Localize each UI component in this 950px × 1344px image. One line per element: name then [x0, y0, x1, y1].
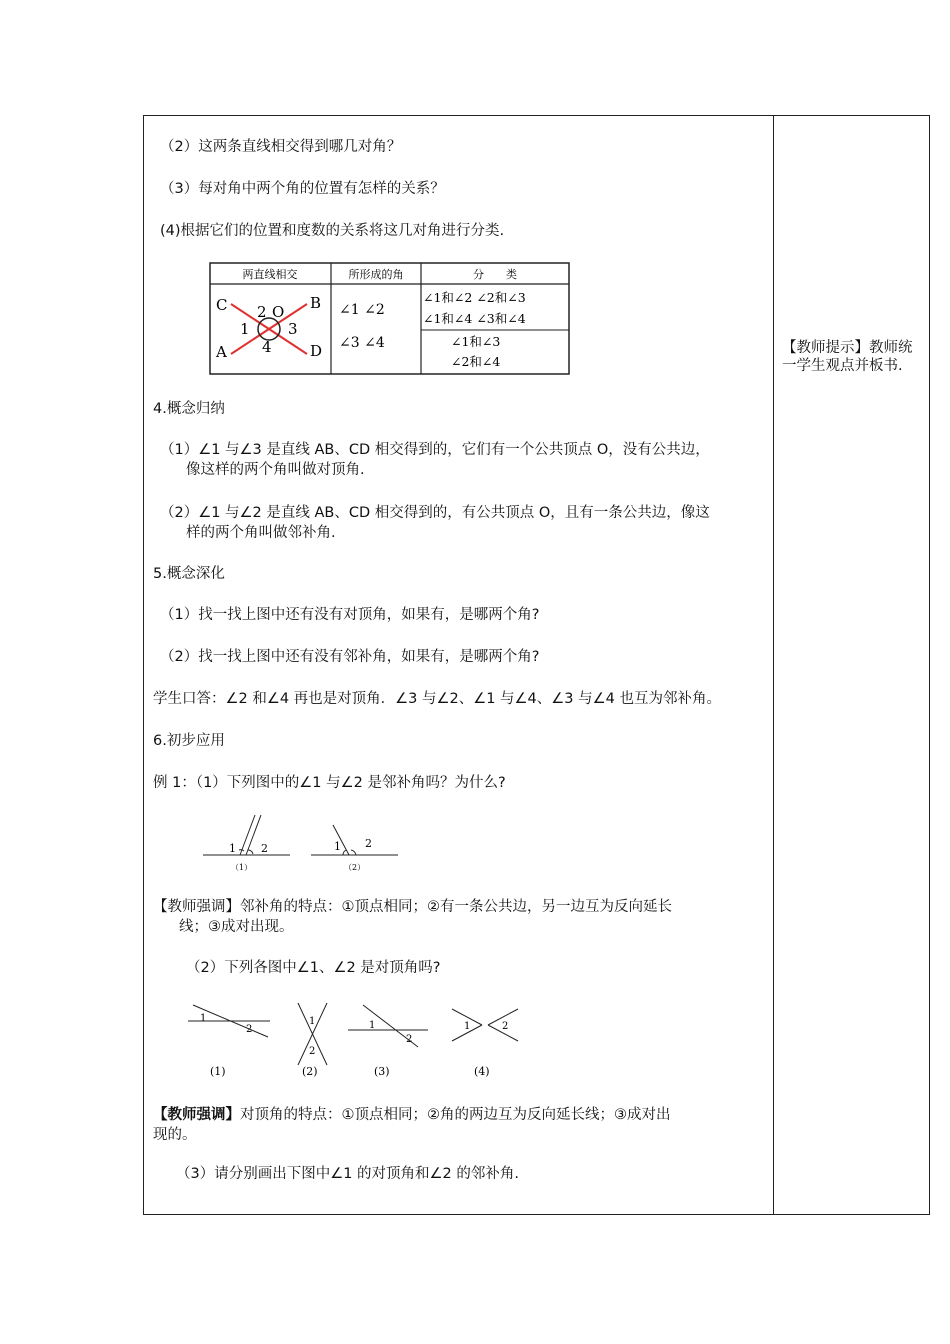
- svg-text:2: 2: [502, 1021, 509, 1032]
- svg-text:2: 2: [406, 1034, 413, 1045]
- figure-vertical-angles: [180, 995, 530, 1083]
- angle-label-1: 1: [240, 320, 250, 338]
- point-d: D: [310, 342, 323, 360]
- svg-text:(1): (1): [210, 1065, 226, 1078]
- teacher-emphasis-2-line1: 【教师强调】对顶角的特点：①顶点相同；②角的两边互为反向延长线；③成对出: [153, 1107, 671, 1123]
- svg-text:1: 1: [309, 1016, 316, 1027]
- angle-label-4: 4: [262, 338, 272, 356]
- header-intersect: 两直线相交: [242, 268, 298, 281]
- svg-text:1: 1: [229, 842, 236, 855]
- svg-text:2: 2: [365, 837, 372, 850]
- point-o: O: [272, 303, 285, 321]
- teacher-emphasis-2-line2: 现的。: [153, 1127, 197, 1143]
- example-3: （3）请分别画出下图中∠1 的对顶角和∠2 的邻补角.: [176, 1166, 519, 1182]
- svg-text:1: 1: [334, 840, 341, 853]
- svg-text:（2）: （2）: [344, 863, 366, 872]
- deepen-question-2: （2）找一找上图中还有没有邻补角，如果有，是哪两个角?: [160, 649, 540, 665]
- svg-text:(4): (4): [474, 1065, 490, 1078]
- concept-p2-line2: 样的两个角叫做邻补角.: [186, 525, 336, 541]
- deepen-question-1: （1）找一找上图中还有没有对顶角，如果有，是哪两个角?: [160, 607, 540, 623]
- teacher-emphasis-1-line1: 【教师强调】邻补角的特点：①顶点相同；②有一条公共边，另一边互为反向延长: [153, 899, 672, 915]
- concept-p1-line1: （1）∠1 与∠3 是直线 AB、CD 相交得到的，它们有一个公共顶点 O，没有公共边，: [160, 442, 710, 458]
- question-2: （2）这两条直线相交得到哪几对角？: [160, 139, 402, 155]
- concept-p2-line1: （2）∠1 与∠2 是直线 AB、CD 相交得到的，有公共顶点 O，且有一条公共边，像这: [160, 505, 710, 521]
- example-1: 例 1：（1）下列图中的∠1 与∠2 是邻补角吗？为什么?: [153, 775, 506, 791]
- svg-text:2: 2: [261, 842, 268, 855]
- deepen-heading: 5.概念深化: [153, 566, 225, 582]
- class-row-3a: ∠1和∠3: [451, 334, 501, 349]
- svg-text:1: 1: [200, 1013, 207, 1024]
- column-divider: [773, 115, 774, 1215]
- header-classify: 分 类: [473, 268, 517, 281]
- point-b: B: [310, 294, 322, 312]
- apply-heading: 6.初步应用: [153, 733, 225, 749]
- header-angles: 所形成的角: [348, 268, 404, 281]
- question-4: (4)根据它们的位置和度数的关系将这几对角进行分类.: [160, 223, 505, 239]
- svg-text:1: 1: [369, 1020, 376, 1031]
- concept-heading: 4.概念归纳: [153, 401, 225, 417]
- angle-label-3: 3: [288, 320, 298, 338]
- class-row-1: ∠1和∠2 ∠2和∠3: [423, 290, 526, 305]
- svg-text:（1）: （1）: [231, 863, 253, 872]
- figure-adjacent-angles: [198, 810, 403, 878]
- angle-classification-table: [209, 262, 571, 376]
- point-c: C: [216, 296, 228, 314]
- teacher-emphasis-1-line2: 线；③成对出现。: [179, 919, 294, 935]
- svg-text:(3): (3): [374, 1065, 390, 1078]
- class-row-2: ∠1和∠4 ∠3和∠4: [423, 311, 526, 326]
- point-a: A: [216, 343, 227, 361]
- concept-p1-line2: 像这样的两个角叫做对顶角.: [186, 462, 365, 478]
- student-answer: 学生口答：∠2 和∠4 再也是对顶角．∠3 与∠2、∠1 与∠4、∠3 与∠4 也互为邻补角。: [153, 691, 721, 707]
- svg-text:(2): (2): [302, 1065, 318, 1078]
- teacher-hint: 【教师提示】教师统一学生观点并板书.: [782, 340, 913, 374]
- angle-label-2: 2: [257, 303, 267, 321]
- example-2: （2）下列各图中∠1、∠2 是对顶角吗?: [186, 960, 441, 976]
- svg-text:1: 1: [464, 1021, 471, 1032]
- angles-row-2: ∠3 ∠4: [339, 335, 385, 351]
- class-row-3b: ∠2和∠4: [451, 354, 501, 369]
- question-3: （3）每对角中两个角的位置有怎样的关系？: [160, 181, 445, 197]
- svg-text:2: 2: [309, 1046, 316, 1057]
- svg-text:2: 2: [246, 1024, 253, 1035]
- angles-row-1: ∠1 ∠2: [339, 302, 385, 318]
